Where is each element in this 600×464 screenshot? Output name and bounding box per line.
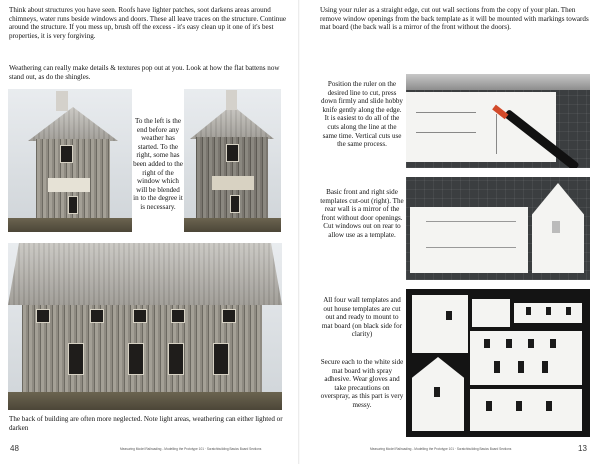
left-intro-text: Think about structures you have seen. Roofs have lighter patches, soot darkens areas around chimneys, water runs beside windows and doors. These all leave traces on the structure. Continue around the structure. If you mess up, brush off the excess - it's easy clean up it one of it's best properties, it is very forgiving. (9, 6, 287, 40)
step3b-text: Secure each to the white side mat board with spray adhesive. Wear gloves and take precautions on overspray, as this part is very messy. (320, 358, 404, 409)
right-intro-text: Using your ruler as a straight edge, cut out wall sections from the copy of your plan. Then remove window openings from the back template as it will be mounted with markings towards mat board (the back wall is a mirror of the front without the doors). (320, 6, 589, 32)
side-caption: To the left is the end before any weather has started. To the right, some has been added to the right of the window which will be blended in to the degree it is necessary. (133, 117, 183, 211)
left-footer: Measuring Model Railroading - Modelling the Prototype 101 · Scratchbuilding Basics Board Sections (120, 447, 262, 451)
step1-text: Position the ruler on the desired line to cut, press down firmly and slide hobby knife gently along the edge. It is easiest to do all of the cuts along the line at the same time. Vertical cuts use the same process. (321, 80, 403, 149)
ruler-cutting-photo (406, 74, 590, 168)
right-footer: Measuring Model Railroading - Modelling the Prototype 101 · Scratchbuilding Basics Board Sections (370, 447, 512, 451)
right-page-number: 13 (578, 444, 587, 453)
building-end-weathered-photo (184, 89, 281, 232)
weathering-text: Weathering can really make details & textures pop out at you. Look at how the flat battens now stand out, as do the shingles. (9, 64, 280, 81)
building-back-photo (8, 243, 282, 410)
step2-text: Basic front and right side templates cut-out (right). The rear wall is a mirror of the front without door openings. Cut windows out on rear to allow use as a template. (320, 188, 404, 239)
templates-cutout-photo (406, 177, 590, 280)
bottom-caption: The back of building are often more neglected. Note light areas, weathering can either lighted or darken (9, 415, 283, 432)
left-page-number: 48 (10, 444, 19, 453)
right-page (300, 0, 600, 464)
step3a-text: All four wall templates and out house templates are cut out and ready to mount to mat board (on black side for clarity) (321, 296, 403, 339)
building-end-before-photo (8, 89, 132, 232)
templates-on-board-photo (406, 289, 590, 437)
